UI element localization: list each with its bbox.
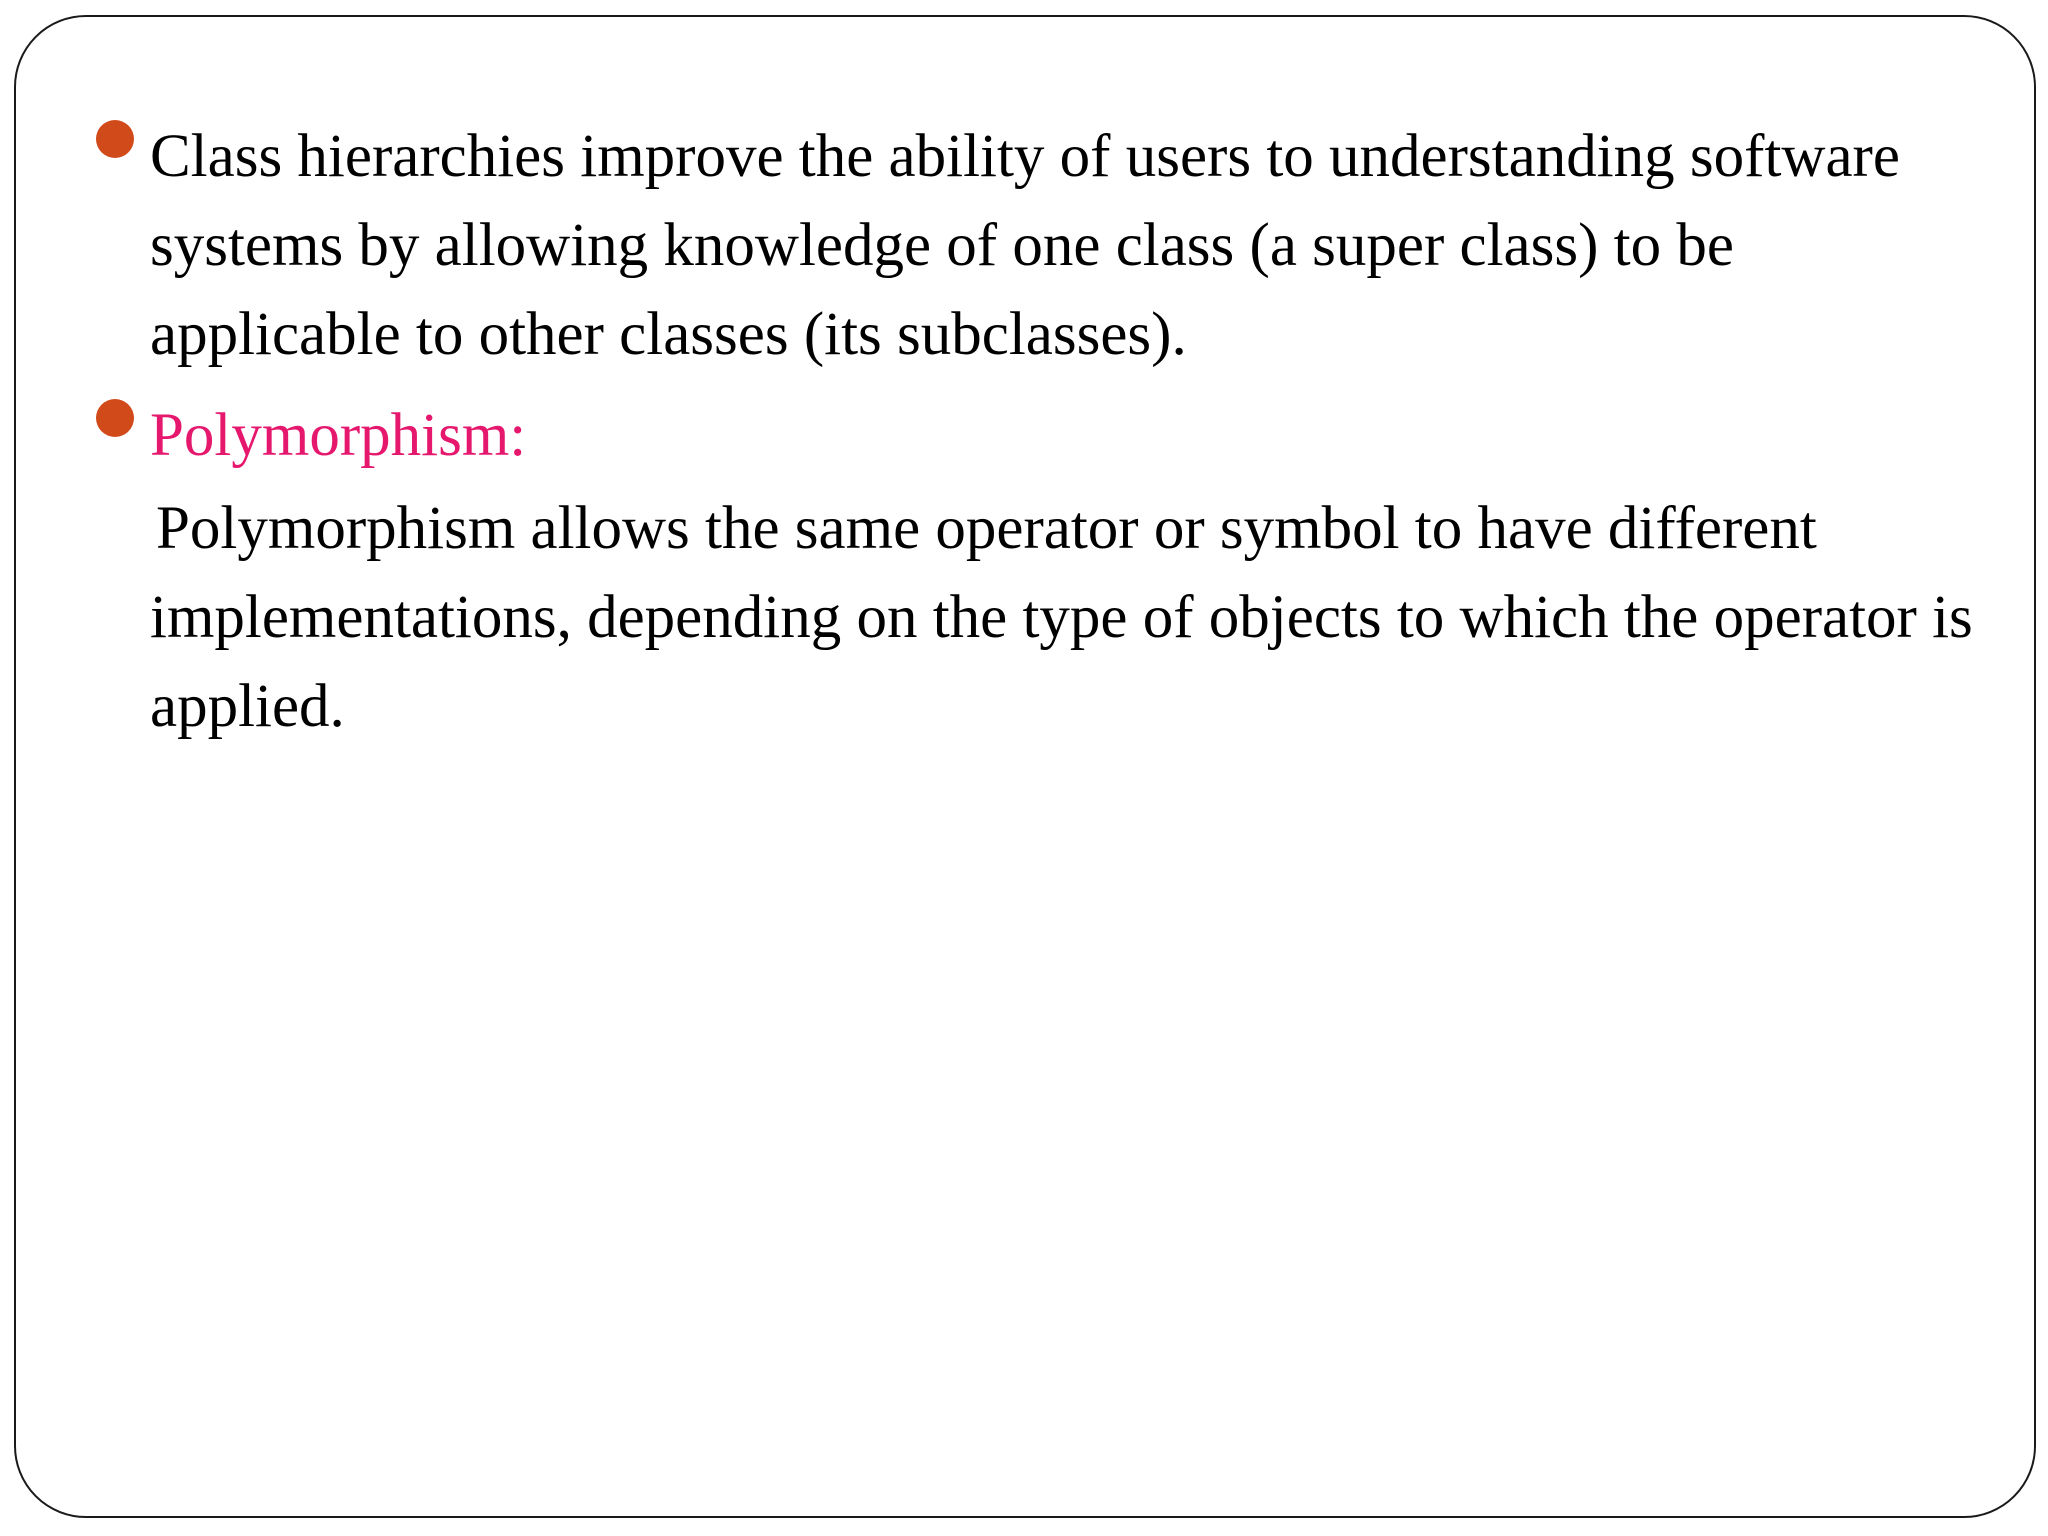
bullet-text: Class hierarchies improve the ability of users to understanding software systems by allowing knowledge of one class (a super class) to be applicable to other classes (its subclasses).: [150, 123, 1900, 368]
section-heading: Polymorphism:: [150, 402, 527, 469]
bullet-item-polymorphism: [150, 391, 1980, 480]
bullet-dot-icon: [96, 399, 134, 437]
polymorphism-definition: Polymorphism allows the same operator or symbol to have different implementations, depending on the type of objects to which the operator is applied.: [150, 495, 1973, 740]
bullet-dot-icon: [96, 120, 134, 158]
bullet-item-class-hierarchies: [150, 112, 1980, 379]
slide-content: [150, 112, 1980, 751]
